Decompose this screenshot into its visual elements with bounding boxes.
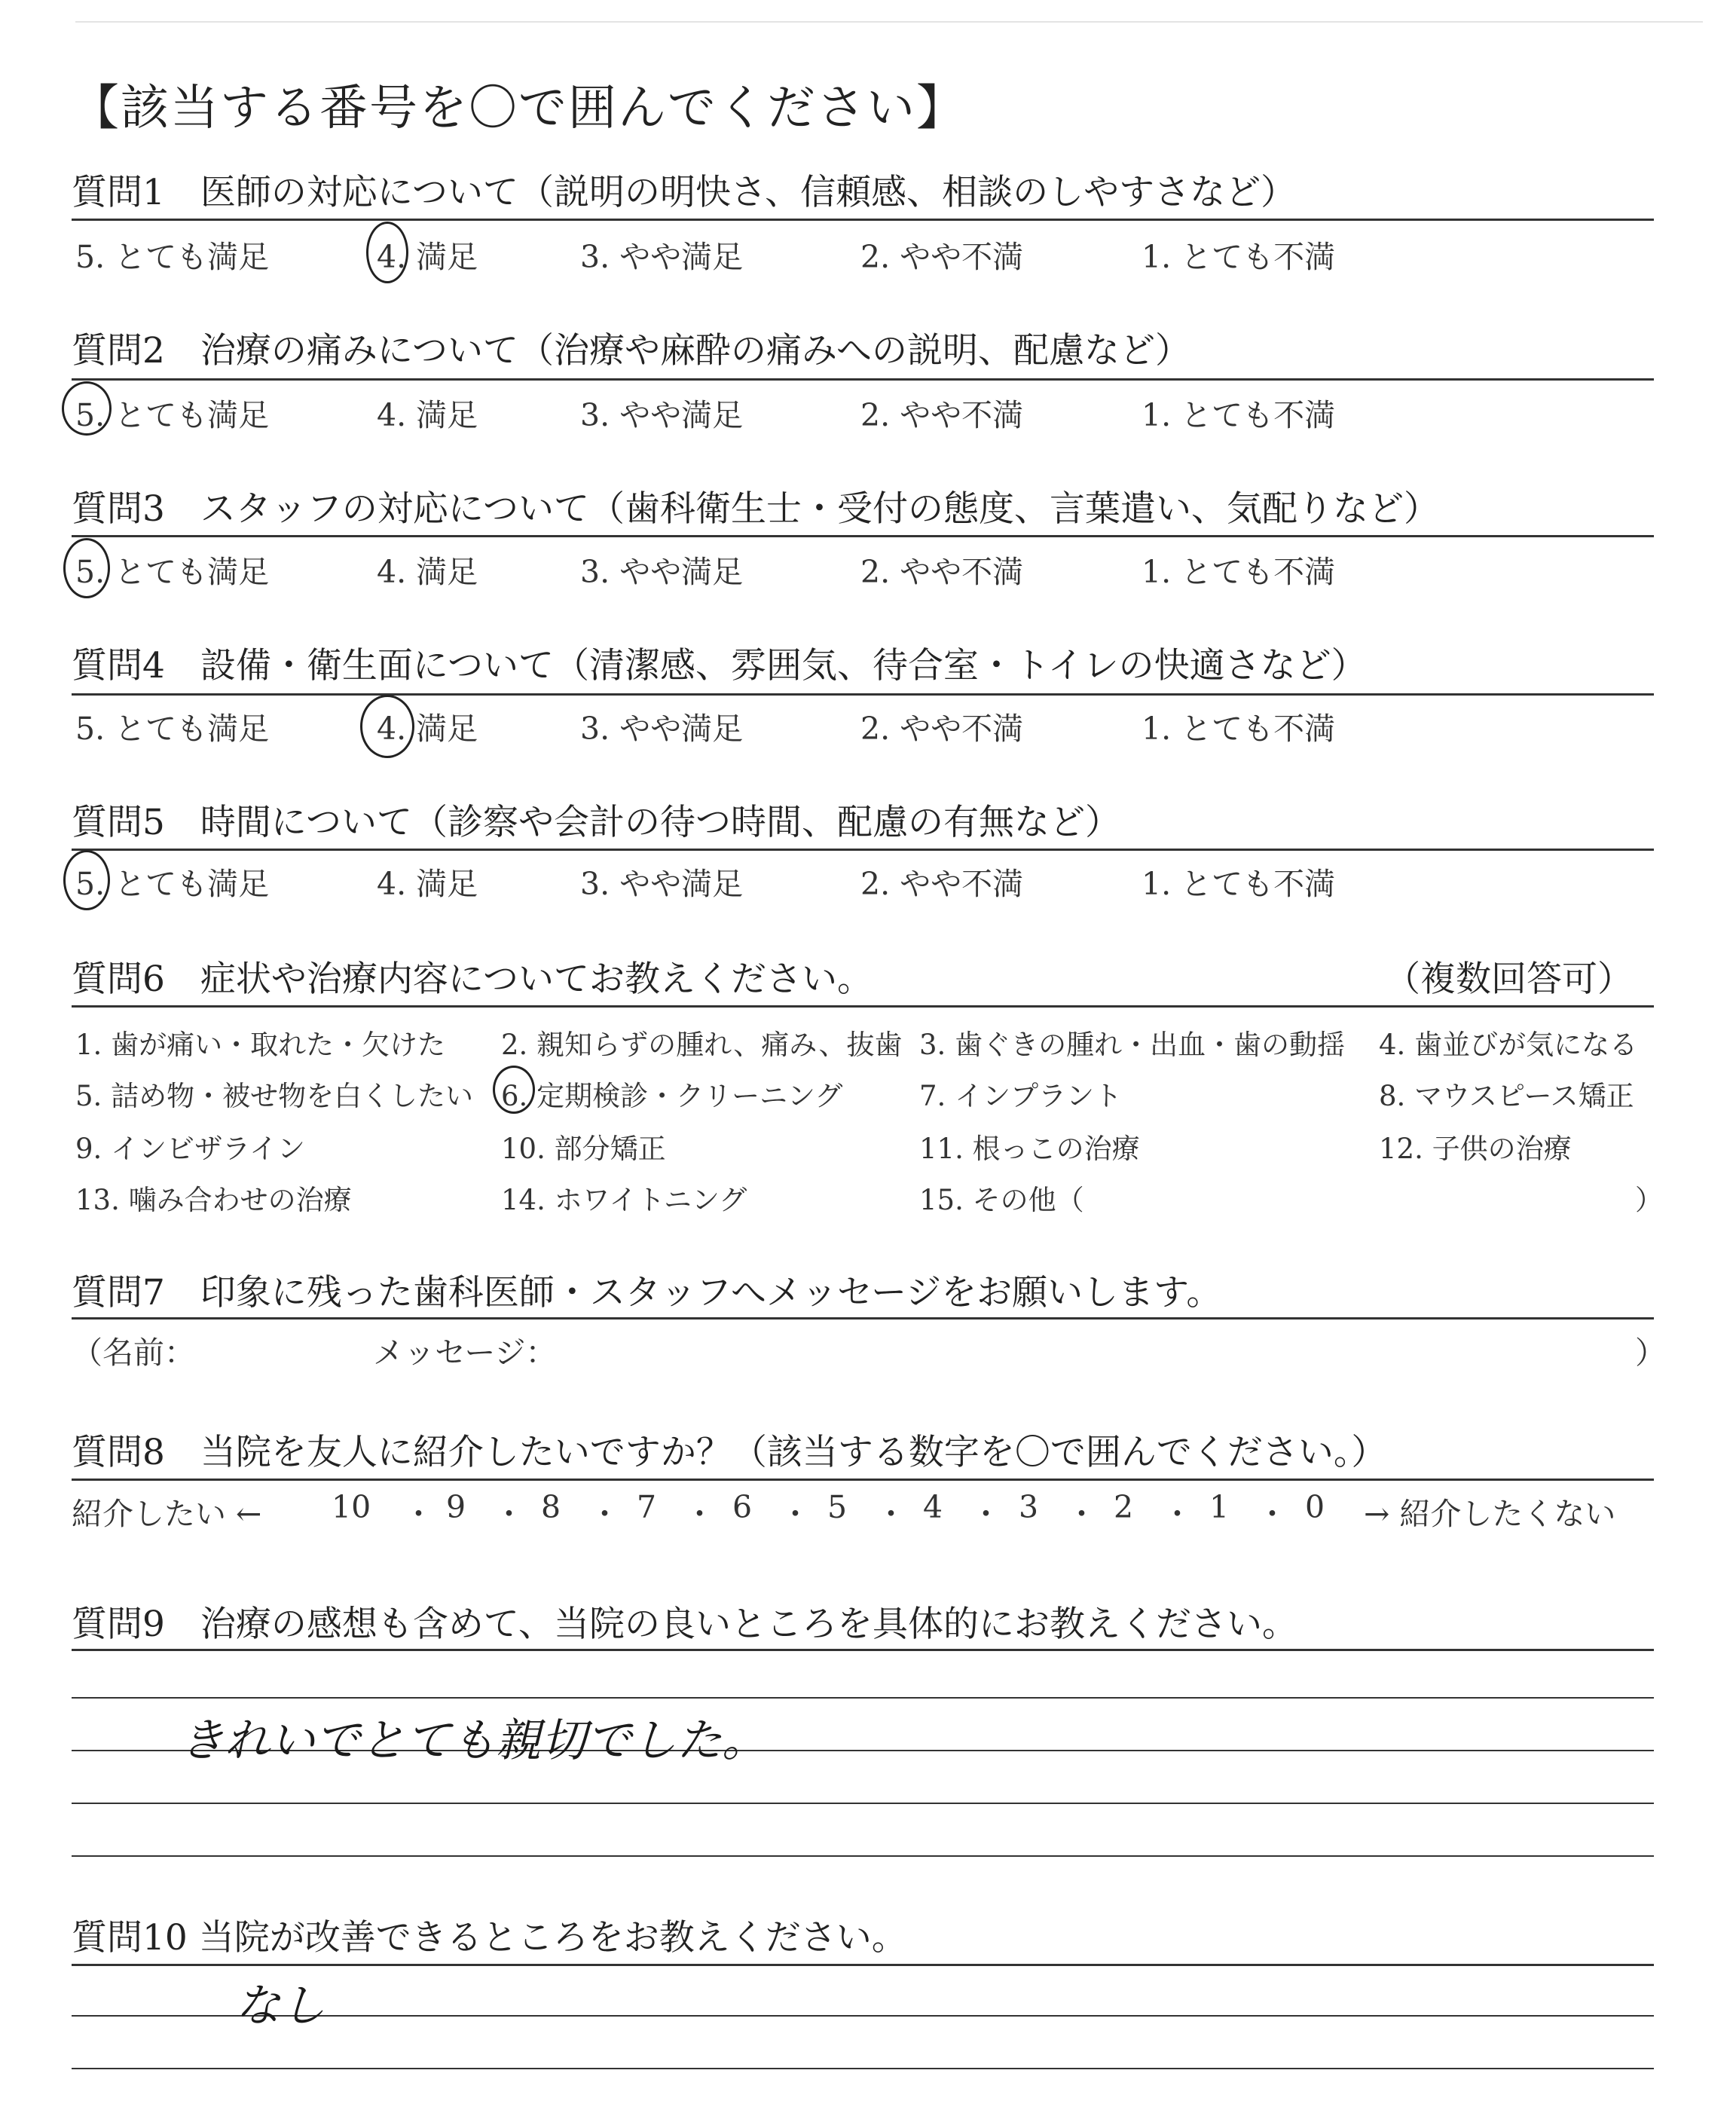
q6-selection-circle <box>493 1066 535 1114</box>
q2-option-3[interactable]: 3. やや満足 <box>580 397 744 433</box>
q9-line-2 <box>72 1697 1654 1699</box>
q3-selection-circle <box>63 538 110 598</box>
q4-selection-circle <box>360 695 414 758</box>
question-10-title: 質問10 当院が改善できるところをお教えください。 <box>72 1917 907 1959</box>
q6-other-close: ） <box>1635 1184 1663 1216</box>
page-title: 【該当する番号を〇で囲んでください】 <box>71 81 966 136</box>
q6-option-14[interactable]: 14. ホワイトニング <box>501 1184 747 1216</box>
q6-option-3[interactable]: 3. 歯ぐきの腫れ・出血・歯の動揺 <box>919 1029 1346 1061</box>
q6-option-8[interactable]: 8. マウスピース矯正 <box>1379 1080 1634 1112</box>
q2-option-4[interactable]: 4. 満足 <box>377 397 478 433</box>
question-7-rule <box>72 1317 1654 1320</box>
q5-option-2[interactable]: 2. やや不満 <box>860 866 1024 902</box>
q6-option-1[interactable]: 1. 歯が痛い・取れた・欠けた <box>75 1029 446 1061</box>
question-2-rule <box>72 378 1654 381</box>
q8-dot: ・ <box>684 1496 715 1532</box>
question-6-multi-note: （複数回答可） <box>1385 959 1633 1000</box>
q6-option-11[interactable]: 11. 根っこの治療 <box>919 1133 1140 1165</box>
q8-scale-0[interactable]: 0 <box>1305 1489 1325 1525</box>
q3-option-2[interactable]: 2. やや不満 <box>860 554 1024 590</box>
q10-handwritten-answer: なし <box>235 1980 326 2032</box>
question-6-rule <box>72 1005 1654 1008</box>
question-1-rule <box>72 219 1654 221</box>
q1-option-4[interactable]: 4. 満足 <box>377 239 478 275</box>
q8-dot: ・ <box>1066 1496 1097 1532</box>
question-1-title: 質問1 医師の対応について（説明の明快さ、信頼感、相談のしやすさなど） <box>72 172 1297 213</box>
q1-option-3[interactable]: 3. やや満足 <box>580 239 744 275</box>
q5-selection-circle <box>63 850 110 910</box>
q8-scale-5[interactable]: 5 <box>827 1489 848 1525</box>
question-2-title: 質問2 治療の痛みについて（治療や麻酔の痛みへの説明、配慮など） <box>72 330 1191 372</box>
q8-dot: ・ <box>589 1496 620 1532</box>
q2-option-1[interactable]: 1. とても不満 <box>1142 397 1336 433</box>
q8-scale-6[interactable]: 6 <box>732 1489 753 1525</box>
q1-option-5[interactable]: 5. とても満足 <box>75 239 270 275</box>
q4-option-2[interactable]: 2. やや不満 <box>860 711 1024 747</box>
q3-option-3[interactable]: 3. やや満足 <box>580 554 744 590</box>
q3-option-4[interactable]: 4. 満足 <box>377 554 478 590</box>
question-4-title: 質問4 設備・衛生面について（清潔感、雰囲気、待合室・トイレの快適さなど） <box>72 645 1367 687</box>
q8-dot: ・ <box>876 1496 906 1532</box>
q6-option-2[interactable]: 2. 親知らずの腫れ、痛み、抜歯 <box>501 1029 903 1061</box>
q5-option-4[interactable]: 4. 満足 <box>377 866 478 902</box>
question-9-title: 質問9 治療の感想も含めて、当院の良いところを具体的にお教えください。 <box>72 1604 1297 1645</box>
q1-option-1[interactable]: 1. とても不満 <box>1142 239 1336 275</box>
q4-option-4[interactable]: 4. 満足 <box>377 711 478 747</box>
q1-selection-circle <box>366 222 408 283</box>
q8-scale-4[interactable]: 4 <box>923 1489 943 1525</box>
question-8-title: 質問8 当院を友人に紹介したいですか？（該当する数字を〇で囲んでください。） <box>72 1432 1387 1473</box>
question-8-rule <box>72 1479 1654 1481</box>
q3-option-1[interactable]: 1. とても不満 <box>1142 554 1336 590</box>
q8-scale-1[interactable]: 1 <box>1209 1489 1230 1525</box>
q8-scale-10[interactable]: 10 <box>332 1489 371 1525</box>
question-5-rule <box>72 849 1654 851</box>
question-4-rule <box>72 693 1654 696</box>
q5-option-3[interactable]: 3. やや満足 <box>580 866 744 902</box>
q8-scale-7[interactable]: 7 <box>637 1489 657 1525</box>
q10-line-1 <box>72 1964 1654 1966</box>
question-3-title: 質問3 スタッフの対応について（歯科衛生士・受付の態度、言葉遣い、気配りなど） <box>72 488 1439 530</box>
q8-right-label: → 紹介したくない <box>1364 1496 1616 1532</box>
q6-option-7[interactable]: 7. インプラント <box>919 1080 1123 1112</box>
q6-option-12[interactable]: 12. 子供の治療 <box>1379 1133 1572 1165</box>
q6-option-5[interactable]: 5. 詰め物・被せ物を白くしたい <box>75 1080 474 1112</box>
q2-option-2[interactable]: 2. やや不満 <box>860 397 1024 433</box>
q5-option-1[interactable]: 1. とても不満 <box>1142 866 1336 902</box>
q8-dot: ・ <box>780 1496 811 1532</box>
q6-option-13[interactable]: 13. 噛み合わせの治療 <box>75 1184 352 1216</box>
q9-line-1 <box>72 1649 1654 1651</box>
q8-dot: ・ <box>1162 1496 1193 1532</box>
q8-dot: ・ <box>403 1496 434 1532</box>
question-3-rule <box>72 535 1654 537</box>
question-7-title: 質問7 印象に残った歯科医師・スタッフへメッセージをお願いします。 <box>72 1272 1222 1313</box>
q4-option-1[interactable]: 1. とても不満 <box>1142 711 1336 747</box>
q7-name-label: （名前： <box>72 1335 195 1371</box>
q9-line-5 <box>72 1855 1654 1857</box>
q8-scale-9[interactable]: 9 <box>446 1489 466 1525</box>
q8-scale-8[interactable]: 8 <box>541 1489 561 1525</box>
question-5-title: 質問5 時間について（診察や会計の待つ時間、配慮の有無など） <box>72 802 1120 843</box>
q4-option-3[interactable]: 3. やや満足 <box>580 711 744 747</box>
q8-scale-3[interactable]: 3 <box>1019 1489 1039 1525</box>
q7-close: ） <box>1635 1335 1666 1371</box>
q6-option-10[interactable]: 10. 部分矯正 <box>501 1133 666 1165</box>
q10-line-3 <box>72 2068 1654 2069</box>
q8-dot: ・ <box>970 1496 1001 1532</box>
q8-dot: ・ <box>1257 1496 1288 1532</box>
q2-selection-circle <box>62 381 112 436</box>
q4-option-5[interactable]: 5. とても満足 <box>75 711 270 747</box>
q8-left-label: 紹介したい ← <box>72 1496 262 1532</box>
q6-option-15[interactable]: 15. その他（ <box>919 1184 1084 1216</box>
q6-option-6[interactable]: 6. 定期検診・クリーニング <box>501 1080 843 1112</box>
q2-option-5[interactable]: 5. とても満足 <box>75 397 270 433</box>
q6-option-9[interactable]: 9. インビザライン <box>75 1133 305 1165</box>
q5-option-5[interactable]: 5. とても満足 <box>75 866 270 902</box>
q1-option-2[interactable]: 2. やや不満 <box>860 239 1024 275</box>
q8-scale-2[interactable]: 2 <box>1114 1489 1134 1525</box>
question-6-title: 質問6 症状や治療内容についてお教えください。 <box>72 959 873 1000</box>
q6-option-4[interactable]: 4. 歯並びが気になる <box>1379 1029 1638 1061</box>
q9-handwritten-answer: きれいでとても親切でした。 <box>179 1714 767 1767</box>
q7-message-label: メッセージ： <box>373 1335 557 1371</box>
q3-option-5[interactable]: 5. とても満足 <box>75 554 270 590</box>
q8-dot: ・ <box>494 1496 524 1532</box>
top-border <box>75 21 1703 23</box>
q9-line-4 <box>72 1803 1654 1804</box>
